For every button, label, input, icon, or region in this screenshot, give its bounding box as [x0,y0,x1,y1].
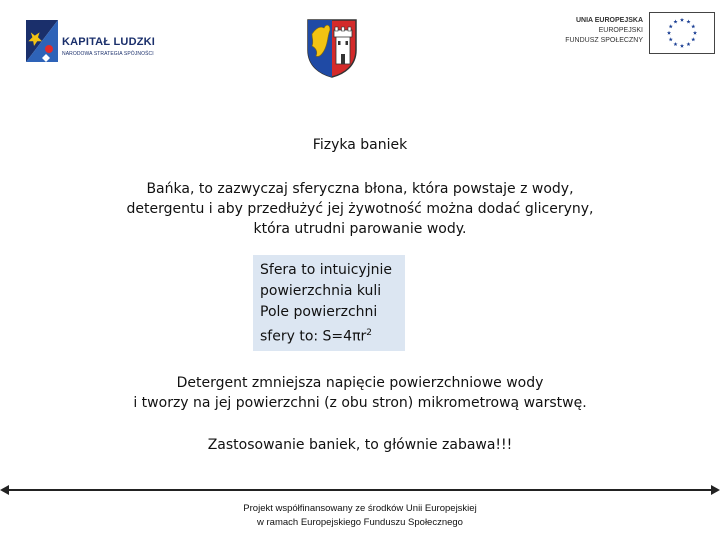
formula-text: sfery to: S=4πr [260,328,367,345]
paragraph-line: Bańka, to zazwyczaj sferyczna błona, która powstaje z wody, [146,181,574,197]
kapital-ludzki-subtitle: NARODOWA STRATEGIA SPÓJNOŚCI [62,51,154,57]
eu-star-icon [691,37,695,41]
eu-star-icon [680,18,684,22]
paragraph-bubble-definition [0,179,720,239]
eu-star-icon [673,42,677,46]
eu-logo-line3: FUNDUSZ SPOŁECZNY [565,37,643,44]
paragraph-line: detergentu i aby przedłużyć jej żywotność można dodać gliceryny, [126,201,594,217]
footer-line: Projekt współfinansowany ze środków Unii Europejskiej [243,503,477,514]
sphere-info-box [253,255,405,351]
eu-logo-line2: EUROPEJSKI [598,27,643,34]
eu-star-icon [669,37,673,41]
coat-of-arms-icon [306,18,358,78]
paragraph-line: Detergent zmniejsza napięcie powierzchniowe wody [176,375,544,391]
page-title: Fizyka baniek [312,137,408,153]
eu-star-icon [669,24,673,28]
eu-star-icon [673,20,677,24]
kapital-ludzki-title: KAPITAŁ LUDZKI [62,36,156,48]
footer-note [0,502,720,530]
footer-line: w ramach Europejskiego Funduszu Społecznego [257,517,463,528]
kapital-ludzki-logo [24,18,174,66]
formula-exponent: 2 [366,328,372,338]
paragraph-detergent [0,373,720,413]
paragraph-line: która utrudni parowanie wody. [253,221,467,237]
eu-star-icon [691,24,695,28]
info-line: Sfera to intuicyjnie [260,262,392,278]
eu-star-icon [680,44,684,48]
paragraph-usage: Zastosowanie baniek, to głównie zabawa!!! [207,437,513,453]
eu-star-icon [693,31,697,35]
eu-logo-line1: UNIA EUROPEJSKA [575,17,643,24]
eu-star-icon [686,20,690,24]
paragraph-line: i tworzy na jej powierzchni (z obu stron) mikrometrową warstwę. [133,395,587,411]
info-line: Pole powierzchni [260,304,378,320]
double-arrow-divider [0,480,720,500]
eu-star-icon [686,42,690,46]
info-line: powierzchnia kuli [260,283,382,299]
kapital-ludzki-emblem-icon [24,18,60,64]
eu-flag-icon [649,12,715,54]
eu-star-icon [667,31,671,35]
formula-line [260,323,405,348]
eu-logo [555,12,715,56]
